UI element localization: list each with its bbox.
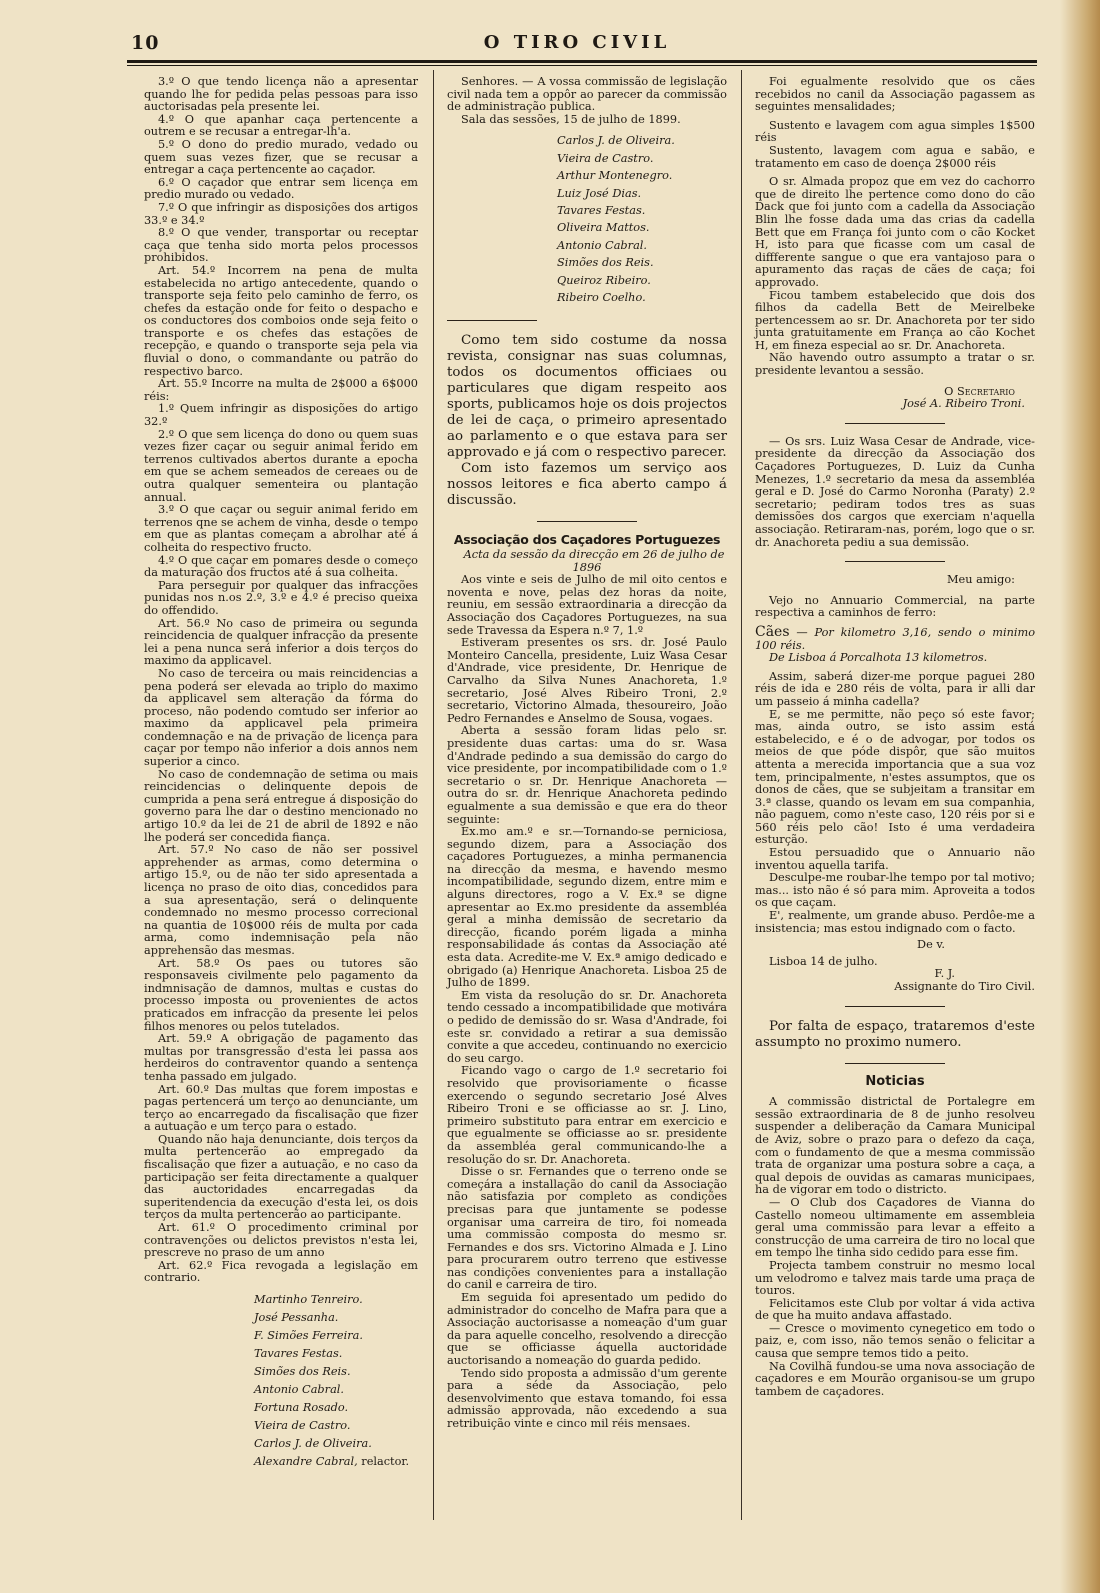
minutes-paragraphs xyxy=(755,176,1035,378)
header-rule xyxy=(127,60,1037,63)
news-items xyxy=(755,1096,1035,1398)
paragraph: Sala das sessões, 15 de julho de 1899. xyxy=(461,112,681,126)
paragraph: Ficou tambem estabelecido que dois dos filhos da cadella Bett de Meirelbeke pertencessem ao sr. Dr. Anachoreta por ter sido junta gratuitamente em França ao cão Kochet H, em fineza especial ao sr. Dr. Anachoreta. xyxy=(755,288,1035,352)
acta-subtitle: Acta da sessão da direcção em 26 de julho de 1896 xyxy=(463,548,725,574)
noticias-title: Noticias xyxy=(865,1073,925,1089)
signature: Fortuna Rosado. xyxy=(254,1401,349,1414)
paragraph: E, se me permitte, não peço só este favor; mas, ainda outro, se isto assim está estabelecido, e é o de advogar, por todos os meios de que póde dispôr, que são muitos attenta a merecida importancia que a sua voz tem, principalmente, n'estes assumptos, que os donos de cães, que se subjeitam a transitar em 3.ª classe, quando os levam em sua companhia, não paguem, como n'este caso, 120 réis por si e 560 réis pelo cão! Isto é uma verdadeira esturção. xyxy=(755,707,1035,847)
signature: Martinho Tenreiro. xyxy=(254,1293,363,1306)
paragraph: Com isto fazemos um serviço aos nossos leitores e fica aberto campo á discussão. xyxy=(447,461,727,509)
paragraph: Art. 61.º O procedimento criminal por contravenções ou delictos previstos n'esta lei, prescreve no praso de um anno xyxy=(144,1221,418,1260)
signature: Luiz José Dias. xyxy=(557,186,642,200)
paragraph: No caso de condemnação de setima ou mais reincidencias o delinquente depois de cumprida a pena será entregue á disposição do governo para lhe dar o destino mencionado no artigo 10.º da lei de 21 de abril de 1892 e não lhe poderá ser concedida fiança. xyxy=(144,767,418,844)
editor-note: Por falta de espaço, trataremos d'este assumpto no proximo numero. xyxy=(755,1018,1035,1050)
paragraph: E', realmente, um grande abuso. Perdôe-me a insistencia; mas estou indignado com o facto. xyxy=(755,909,1035,935)
signature: Simões dos Reis. xyxy=(557,256,654,270)
signature: Carlos J. de Oliveira. xyxy=(557,134,675,148)
letter-initials: F. J. xyxy=(934,967,955,981)
column-2 xyxy=(447,76,727,1431)
paragraph: 8.º O que vender, transportar ou receptar caça que tenha sido morta pelos processos prohibidos. xyxy=(144,226,418,265)
paragraph: Tendo sido proposta a admissão d'um gerente para a séde da Associação, pelo desenvolvimento que estava tomando, foi essa admissão approvada, não excedendo a sua retribuição vinte e cinco mil réis mensaes. xyxy=(447,1366,727,1430)
separator xyxy=(537,521,637,522)
fee-line: Sustento e lavagem com agua simples 1$500 réis xyxy=(755,118,1035,145)
column-1 xyxy=(144,76,418,1471)
column-3 xyxy=(755,76,1035,1398)
page-header xyxy=(127,30,1027,64)
paragraph: 3.º O que tendo licença não a apresentar quando lhe for pedida pelas pessoas para isso auctorisadas pela presente lei. xyxy=(144,75,418,114)
minutes-paragraphs xyxy=(447,574,727,826)
paragraph: Assim, saberá dizer-me porque paguei 280 réis de ida e 280 réis de volta, para ir alli dar um passeio á minha cadella? xyxy=(755,669,1035,708)
tariff-distance: De Lisboa á Porcalhota 13 kilometros. xyxy=(769,651,988,665)
journal-title: O TIRO CIVIL xyxy=(483,32,671,53)
paragraph: 6.º O caçador que entrar sem licença em predio murado ou vedado. xyxy=(144,175,418,202)
separator xyxy=(447,320,537,321)
paragraph: Foi egualmente resolvido que os cães recebidos no canil da Associação pagassem as seguintes mensalidades; xyxy=(755,75,1035,114)
paragraph: Aos vinte e seis de Julho de mil oito centos e noventa e nove, pelas dez horas da noite, reuniu, em sessão extraordinaria a direcção da Associação dos Caçadores Portuguezes, na sua sede Travessa da Espera n.º 7, 1.º xyxy=(447,573,727,637)
signature: Carlos J. de Oliveira. xyxy=(254,1437,372,1450)
paragraph: Art. 62.º Fica revogada a legislação em contrario. xyxy=(144,1258,418,1285)
paragraph: Vejo no Annuario Commercial, na parte respectiva a caminhos de ferro: xyxy=(755,593,1035,620)
paragraph: Estiveram presentes os srs. dr. José Paulo Monteiro Cancella, presidente, Luiz Wasa Cesar d'Andrade, vice presidente, Dr. Henrique de Carvalho da Silva Nunes Anachoreta, 1.º secretario, José Alves Ribeiro Troni, 2.º secretario, Victorino Almada, thesoureiro, João Pedro Fernandes e Anselmo de Sousa, vogaes. xyxy=(447,636,727,725)
paragraph: Disse o sr. Fernandes que o terreno onde se começára a installação do canil da Associação não satisfazia por completo as condições precisas para que juntamente se podesse organisar uma carreira de tiro, foi nomeada uma commissão composta do mesmo sr. Fernandes e dos srs. Victorino Almada e J. Lino para procurarem outro terreno que estivesse nas condições convenientes para a installação do canil e carreira de tiro. xyxy=(447,1165,727,1292)
page-number: 10 xyxy=(131,32,160,54)
paragraph: 1.º Quem infringir as disposições do artigo 32.º xyxy=(144,402,418,429)
signature: José Pessanha. xyxy=(254,1311,339,1324)
paragraph: Art. 59.º A obrigação de pagamento das multas por transgressão d'esta lei passa aos herdeiros do contraventor quando a sentença tenha passado em julgado. xyxy=(144,1032,418,1083)
section-title: Associação dos Caçadores Portuguezes xyxy=(453,532,721,548)
paragraph: Ficando vago o cargo de 1.º secretario foi resolvido que provisoriamente o ficasse exercendo o segundo secretario José Alves Ribeiro Troni e se officiasse ao sr. J. Lino, primeiro substituto para entrar em exercicio e que egualmente se officiasse ao sr. presidente da assembléa geral communicando-lhe a resolução do sr. Dr. Anachoreta. xyxy=(447,1064,727,1166)
signature: Tavares Festas. xyxy=(557,204,646,217)
separator xyxy=(845,561,945,562)
letter-closing: De v. xyxy=(917,938,945,952)
paragraph: — Os srs. Luiz Wasa Cesar de Andrade, vice-presidente da direcção da Associação dos Caçadores Portuguezes, D. Luiz da Cunha Menezes, 1.º secretario da mesa da assembléa geral e D. José do Carmo Noronha (Paraty) 2.º secretario; pediram todos tres as suas demissões dos cargos que exerciam n'aquella associação. Retiraram-nas, porém, logo que o sr. dr. Anachoreta pediu a sua demissão. xyxy=(755,434,1035,549)
separator xyxy=(845,1063,945,1064)
signature: Oliveira Mattos. xyxy=(557,221,650,235)
paragraph: Para perseguir por qualquer das infracções punidas nos n.os 2.º, 3.º e 4.º é preciso queixa do offendido. xyxy=(144,578,418,617)
tariff-text: — Por kilometro 3,16, sendo o minimo 100 réis. xyxy=(755,625,1035,652)
paragraph: O sr. Almada propoz que em vez do cachorro que de direito lhe pertence como dono do cão Dack que foi junto com a cadella da Associação Blin lhe fosse dada uma das crias da cadella Bett que em França foi junto com o cão Kocket H, isto para que ficasse com um casal de diffferente sangue o que era vantajoso para o apuramento das raças de cães de caça; foi approvado. xyxy=(755,175,1035,289)
caes-label: Cães xyxy=(755,623,790,640)
letter-date: Lisboa 14 de julho. xyxy=(769,954,878,968)
editorial-note xyxy=(447,333,727,509)
signature-block xyxy=(144,1291,418,1471)
signature: Tavares Festas. xyxy=(254,1347,343,1360)
signature: Alexandre Cabral, relactor. xyxy=(254,1455,410,1468)
column-divider xyxy=(433,70,434,1520)
separator xyxy=(845,1006,945,1007)
paragraph: 3.º O que caçar ou seguir animal ferido em terrenos qne se achem de vinha, desde o tempo em que as plantas começam a abrolhar até á colheita do respectivo fructo. xyxy=(144,503,418,554)
signature: Vieira de Castro. xyxy=(557,151,654,165)
resignation-letter: Ex.mo am.º e sr.—Tornando-se perniciosa, segundo dizem, para a Associação dos caçadores Portuguezes, a minha permanencia na direcção da mesma, e havendo mesmo incompatibilidade, segundo dizem, entre mim e alguns directores, rogo a V. Ex.ª se digne apresentar ao Ex.mo presidente da assembléa geral a minha demissão de secretario da direcção, ficando porém ligada a minha responsabilidade ás contas da Associação até esta data. Acredite-me V. Ex.ª amigo dedicado e obrigado (a) Henrique Anachoreta. Lisboa 25 de Julho de 1899. xyxy=(447,825,727,990)
paragraph: Estou persuadido que o Annuario não inventou aquella tarifa. xyxy=(755,846,1035,872)
signature-block xyxy=(447,132,727,306)
law-articles xyxy=(144,76,418,1285)
page-edge xyxy=(1060,0,1100,1593)
news-item: Na Covilhã fundou-se uma nova associação de caçadores e em Mourão organisou-se um grupo tambem de caçadores. xyxy=(755,1359,1035,1398)
signature: Ribeiro Coelho. xyxy=(557,291,646,305)
paragraph: Art. 54.º Incorrem na pena de multa estabelecida no artigo antecedente, quando o transporte seja feito pelo caminho de ferro, os chefes da estação onde for feito o despacho e os conductores dos comboios onde seja feito o transporte e os chefes das estações de recepção, e quando o transporte seja pela via fluvial o dono, o commandante ou patrão do respectivo barco. xyxy=(144,263,418,378)
paragraph: 4.º O que apanhar caça pertencente a outrem e se recusar a entregar-lh'a. xyxy=(144,112,418,139)
letter-subscriber: Assignante do Tiro Civil. xyxy=(894,980,1035,993)
separator xyxy=(845,423,945,424)
column-divider xyxy=(741,70,742,1520)
signature: Queiroz Ribeiro. xyxy=(557,273,651,287)
signature: Antonio Cabral. xyxy=(557,238,648,252)
paragraph: Art. 56.º No caso de primeira ou segunda reincidencia de qualquer infracção da presente lei a pena nunca será inferior a dois terços do maximo da applicavel. xyxy=(144,616,418,668)
news-item: A commissão districtal de Portalegre em sessão extraordinaria de 8 de junho resolveu suspender a deliberação da Camara Municipal de Aviz, sobre o prazo para o defezo da caça, com o fundamento de que a mesma commissão trata de organizar uma postura sobre a caça, a qual depois de ouvidas as camaras municipaes, ha de vigorar em todo o districto. xyxy=(755,1095,1035,1197)
paragraph: 4.º O que caçar em pomares desde o começo da maturação dos fructos até á sua colheita. xyxy=(144,553,418,580)
news-item: — Cresce o movimento cynegetico em todo o paiz, e, com isso, não temos senão o felicitar a causa que sempre temos tido a peito. xyxy=(755,1321,1035,1361)
paragraph: Em seguida foi apresentado um pedido do administrador do concelho de Mafra para que a Associação auctorisasse a nomeação d'um guar da para aquelle concelho, resolvendo a direcção que se officiasse áquella auctoridade auctorisando a nomeação do guarda pedido. xyxy=(447,1291,727,1368)
paragraph: Em vista da resolução do sr. Dr. Anachoreta tendo cessado a incompatibilidade que motivára o pedido de demissão do sr. Wasa d'Andrade, foi este sr. convidado a retirar a sua demissão convite a que accedeu, continuando no exercicio do seu cargo. xyxy=(447,988,727,1065)
paragraph: Quando não haja denunciante, dois terços da multa pertencerão ao empregado da fiscalisação que fizer a autuação, e no caso da participação ser feita directamente a qualquer das auctoridades encarregadas da superitendencia da execução d'esta lei, os dois terços da multa pertencerão ao participante. xyxy=(144,1132,418,1222)
paragraph: Art. 58.º Os paes ou tutores são responsaveis civilmente pelo pagamento da indmnisação de damnos, multas e custas do processo imposta ou provenientes de actos praticados em infracção da presente lei pelos filhos menores ou pelos tutelados. xyxy=(144,956,418,1033)
secretary-name: José A. Ribeiro Troni. xyxy=(902,397,1025,411)
paragraph: Senhores. — A vossa commissão de legislação civil nada tem a oppôr ao parecer da commissão de administração publica. xyxy=(447,75,727,114)
header-rule-thin xyxy=(127,65,1037,66)
paragraph: 2.º O que sem licença do dono ou quem suas vezes fizer caçar ou seguir animal ferido em terrenos cultivados abertos durante a epocha em que se achem semeados de cereaes ou de outra qualquer sementeira ou plantação annual. xyxy=(144,427,418,504)
news-item: — O Club dos Caçadores de Vianna do Castello nomeou ultimamente em assembleia geral uma commissão para levar a effeito a construcção de uma carreira de tiro no local que em tempo lhe tinha sido cedido para esse fim. xyxy=(755,1195,1035,1260)
paragraph: No caso de terceira ou mais reincidencias a pena poderá ser elevada ao triplo do maximo da applicavel sem alteração da fórma do proceso, não podendo comtudo ser inferior ao maximo da applicavel pela primeira condemnação e na de privação de licença para caçar por tempo não inferior a dois annos nem superior a cinco. xyxy=(144,666,418,769)
signature: F. Simões Ferreira. xyxy=(254,1329,363,1342)
paragraph: Art. 55.º Incorre na multa de 2$000 a 6$000 réis: xyxy=(144,377,418,403)
paragraph: Art. 57.º No caso de não ser possivel apprehender as armas, como determina o artigo 15.º, ou de não ter sido apresentada a licença no praso de oito dias, concedidos para a sua apresentação, será o delinquente condemnado no mesmo processo correcional na quantia de 10$000 réis de multa por cada arma, como indemnisação pela não apprehensão das mesmas. xyxy=(144,843,418,957)
minutes-paragraphs xyxy=(447,990,727,1431)
fee-line: Sustento, lavagem com agua e sabão, e tratamento em caso de doença 2$000 réis xyxy=(755,143,1035,170)
secretary-title: O Secretario xyxy=(944,384,1015,398)
paragraph: 7.º O que infringir as disposições dos artigos 33.º e 34.º xyxy=(144,200,418,227)
paragraph: 5.º O dono do predio murado, vedado ou quem suas vezes fizer, que se recusar a entregar a caça pertencente ao caçador. xyxy=(144,137,418,177)
commission-opinion xyxy=(447,76,727,126)
paragraph: Aberta a sessão foram lidas pelo sr. presidente duas cartas: uma do sr. Wasa d'Andrade pedindo a sua demissão do cargo do vice presidente, por incompatibilidade com o 1.º secretario o sr. Dr. Henrique Anachoreta — outra do sr. dr. Henrique Anachoreta pedindo egualmente a sua demissão e que era do theor seguinte: xyxy=(447,724,727,826)
paragraph: Não havendo outro assumpto a tratar o sr. presidente levantou a sessão. xyxy=(755,351,1035,378)
letter-greeting: Meu amigo: xyxy=(946,573,1015,587)
signature: Simões dos Reis. xyxy=(254,1365,351,1378)
news-item: Projecta tambem construir no mesmo local um velodromo e talvez mais tarde uma praça de touros. xyxy=(755,1258,1035,1298)
paragraph: Como tem sido costume da nossa revista, consignar nas suas columnas, todos os documentos officiaes ou particulares que digam respeito aos sports, publicamos hoje os dois projectos de lei de caça, o primeiro apresentado ao parlamento e o que estava para ser approvado e já com o respectivo parecer. xyxy=(447,333,727,461)
signature: Vieira de Castro. xyxy=(254,1419,351,1432)
letter-body xyxy=(755,671,1035,935)
paragraph: Art. 60.º Das multas que forem impostas e pagas pertencerá um terço ao denunciante, um terço ao encarregado da fiscalisação que fizer a autuação e um terço para o estado. xyxy=(144,1082,418,1134)
signature: Arthur Montenegro. xyxy=(557,169,673,183)
news-item: Felicitamos este Club por voltar á vida activa de que ha muito andava affastado. xyxy=(755,1296,1035,1323)
signature: Antonio Cabral. xyxy=(254,1383,345,1396)
paragraph: Desculpe-me roubar-lhe tempo por tal motivo; mas... isto não é só para mim. Aproveita a todos os que caçam. xyxy=(755,871,1035,910)
